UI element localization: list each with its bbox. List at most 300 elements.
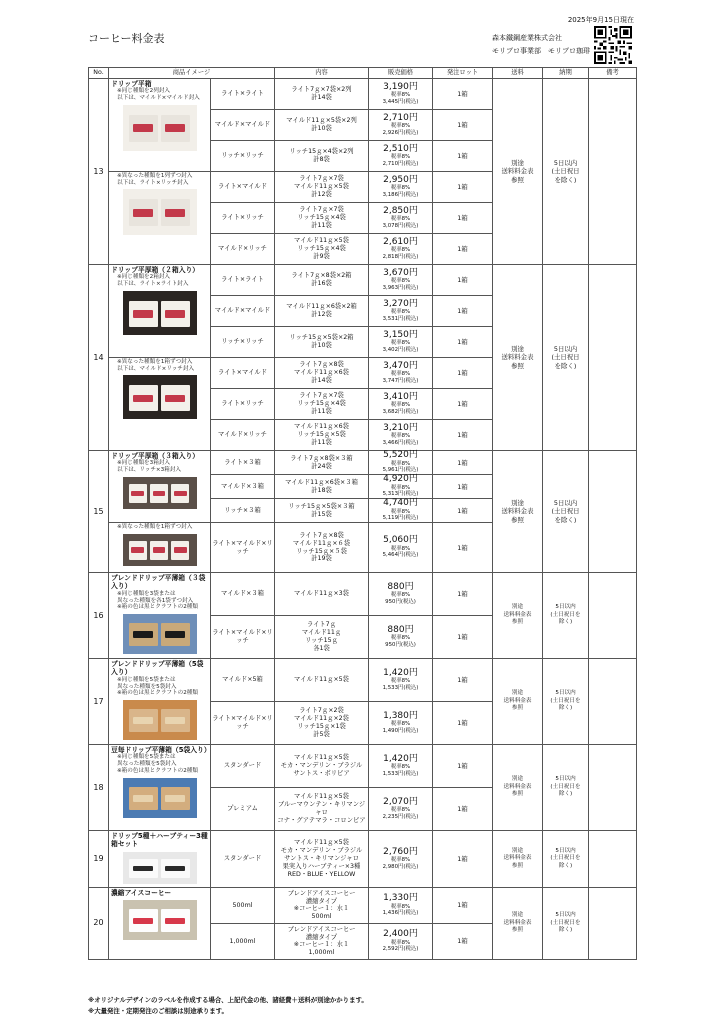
photo-label-shape <box>153 491 166 497</box>
price-value: 3,210円 <box>383 422 418 433</box>
order-lot: 1箱 <box>433 420 493 451</box>
order-lot: 1箱 <box>433 265 493 296</box>
shipping-text: 別途 <box>511 498 524 507</box>
delivery-text: を除く) <box>554 515 577 524</box>
content-cell <box>275 887 369 923</box>
delivery-cell <box>543 451 589 573</box>
product-photo <box>123 105 197 151</box>
variant-label: リッチ×リッチ <box>211 327 275 358</box>
order-lot: 1箱 <box>433 573 493 616</box>
product-note: ※箱の色は黒とクラフトの2種類 <box>117 604 198 611</box>
variant-label: プレミアム <box>211 788 275 831</box>
tax-label: 税率8% <box>390 433 411 440</box>
price-cell <box>369 887 433 923</box>
variant-label: ライト×３箱 <box>211 451 275 475</box>
tax-label: 税率8% <box>390 340 411 347</box>
product-image-cell <box>109 79 211 172</box>
photo-box-shape <box>129 623 158 646</box>
content-line: ブルーマウンテン・キリマンジャロ <box>277 801 366 816</box>
row-number: 17 <box>89 659 109 745</box>
product-note: 以下は、マイルド×マイルド封入 <box>117 95 200 102</box>
content-line: 各1袋 <box>313 644 330 652</box>
shipping-cell <box>493 265 543 451</box>
remarks-cell <box>589 451 637 573</box>
price-tax-included: 1,533円(税込) <box>382 684 419 691</box>
content-line: リッチ15ｇ <box>305 637 338 644</box>
variant-label: 1,000ml <box>211 923 275 959</box>
content-line: 計14袋 <box>311 376 332 384</box>
tax-label: 税率8% <box>390 484 411 491</box>
delivery-cell <box>543 745 589 831</box>
photo-box-shape <box>150 484 168 503</box>
tax-label: 税率8% <box>390 247 411 254</box>
price-cell <box>369 831 433 888</box>
order-lot: 1箱 <box>433 234 493 265</box>
content-line: ライト7ｇ×7袋 <box>299 206 344 214</box>
tax-label: 税率8% <box>390 903 411 910</box>
product-title: ブレンドドリップ平薄箱（5袋入り） <box>111 660 204 677</box>
variant-label: マイルド×マイルド <box>211 110 275 141</box>
qr-code-icon[interactable] <box>594 26 632 64</box>
photo-label-shape <box>174 547 187 553</box>
product-photo <box>123 852 197 884</box>
order-lot: 1箱 <box>433 523 493 573</box>
order-lot: 1箱 <box>433 702 493 745</box>
photo-box-shape <box>129 859 158 878</box>
delivery-text: 5日以内 <box>555 912 576 919</box>
product-image-cell <box>109 659 211 745</box>
col-no: No. <box>89 68 109 79</box>
price-tax-included: 5,119円(税込) <box>382 515 419 522</box>
shipping-text: 別途 <box>511 847 524 854</box>
col-content: 内容 <box>275 68 369 79</box>
tax-label: 税率8% <box>390 185 411 192</box>
price-tax-included: 2,818円(税込) <box>382 253 419 260</box>
product-note: ※異なった種類を1箱ずつ封入 <box>117 524 193 530</box>
company-info <box>492 32 590 58</box>
price-cell <box>369 296 433 327</box>
photo-label-shape <box>133 795 153 802</box>
product-title: ドリップ平厚箱（２箱入り） <box>111 266 200 274</box>
content-line: 1,000ml <box>308 949 335 957</box>
shipping-text: 参照 <box>511 705 524 712</box>
price-cell <box>369 475 433 499</box>
table-row <box>89 887 637 923</box>
remarks-cell <box>589 745 637 831</box>
order-lot: 1箱 <box>433 745 493 788</box>
delivery-text: (土日祝日を <box>550 783 581 790</box>
table-row <box>89 79 637 110</box>
content-line: ライト7ｇ×8袋×３箱 <box>290 454 353 462</box>
shipping-cell <box>493 573 543 659</box>
delivery-cell <box>543 831 589 888</box>
delivery-text: (土日祝日を <box>550 697 581 704</box>
tax-label: 税率8% <box>390 402 411 409</box>
content-line: ライト7ｇ×7袋 <box>299 392 344 400</box>
price-cell <box>369 745 433 788</box>
order-lot: 1箱 <box>433 141 493 172</box>
photo-box-shape <box>129 199 158 226</box>
content-cell <box>275 475 369 499</box>
photo-label-shape <box>133 209 153 217</box>
content-line: 濃縮タイプ <box>305 933 338 941</box>
tax-label: 税率8% <box>390 592 411 599</box>
product-image-cell <box>109 172 211 265</box>
product-title: ドリップ平箱 <box>111 80 152 88</box>
content-cell <box>275 659 369 702</box>
content-line: リッチ15ｇ×4袋 <box>297 245 346 253</box>
product-image-cell <box>109 745 211 831</box>
delivery-cell <box>543 887 589 959</box>
content-line: 計14袋 <box>311 94 332 101</box>
variant-label: ライト×リッチ <box>211 389 275 420</box>
price-cell <box>369 573 433 616</box>
shipping-cell <box>493 831 543 888</box>
order-lot: 1箱 <box>433 172 493 203</box>
page-title: コーヒー料金表 <box>88 32 165 45</box>
company-name: 森本鐵鋼産業株式会社 <box>492 34 562 42</box>
tax-label: 税率8% <box>390 216 411 223</box>
content-line: ※コーヒー１：水１ <box>293 941 350 949</box>
content-line: ライト7ｇ <box>306 621 336 629</box>
price-tax-included: 3,445円(税込) <box>382 98 419 105</box>
tax-label: 税率8% <box>390 508 411 515</box>
shipping-cell <box>493 745 543 831</box>
content-line: モカ・マンデリン・ブラジル <box>280 847 363 855</box>
remarks-cell <box>589 79 637 265</box>
photo-box-shape <box>129 301 158 327</box>
price-value: 2,710円 <box>383 112 418 123</box>
photo-box-shape <box>161 115 190 142</box>
content-line: 計5袋 <box>313 730 330 738</box>
tax-label: 税率8% <box>390 635 411 642</box>
product-photo <box>123 477 197 509</box>
content-line: マイルド11ｇ×6袋 <box>294 369 349 377</box>
tax-label: 税率8% <box>390 309 411 316</box>
content-line: マイルド11ｇ×5袋 <box>294 183 349 191</box>
remarks-cell <box>589 573 637 659</box>
order-lot: 1箱 <box>433 389 493 420</box>
delivery-text: 5日以内 <box>553 498 578 507</box>
photo-label-shape <box>165 717 185 724</box>
price-cell <box>369 523 433 573</box>
product-title: 濃縮アイスコーヒー <box>111 888 172 897</box>
price-table <box>88 67 637 960</box>
product-photo <box>123 291 197 335</box>
photo-box-shape <box>129 709 158 732</box>
content-line: マイルド11ｇ×6袋 <box>294 423 349 431</box>
photo-box-shape <box>161 385 190 411</box>
price-tax-included: 3,466円(税込) <box>382 439 419 446</box>
price-cell <box>369 499 433 523</box>
photo-box-shape <box>161 623 190 646</box>
content-cell <box>275 141 369 172</box>
tax-label: 税率8% <box>390 857 411 864</box>
shipping-text: 参照 <box>511 361 524 370</box>
photo-label-shape <box>174 491 187 497</box>
content-line: マイルド11ｇ×2袋 <box>294 715 349 723</box>
tax-label: 税率8% <box>390 278 411 285</box>
row-number: 16 <box>89 573 109 659</box>
price-cell <box>369 451 433 475</box>
tax-label: 税率8% <box>390 545 411 552</box>
tax-label: 税率8% <box>390 460 411 467</box>
variant-label: ライト×ライト <box>211 79 275 110</box>
product-note: 異なった種類を各1袋ずつ封入 <box>117 597 194 604</box>
col-shipping: 送料 <box>493 68 543 79</box>
delivery-text: 除く) <box>558 862 573 869</box>
price-value: 880円 <box>387 624 414 635</box>
photo-box-shape <box>150 541 168 560</box>
delivery-text: 5日以内 <box>555 690 576 697</box>
content-line: マイルド11ｇ×5袋 <box>294 237 349 245</box>
price-value: 1,420円 <box>383 667 418 678</box>
col-delivery: 納期 <box>543 68 589 79</box>
price-tax-included: 3,078円(税込) <box>382 222 419 229</box>
variant-label: ライト×マイルド×リッチ <box>211 616 275 659</box>
variant-label: ライト×マイルド×リッチ <box>211 702 275 745</box>
photo-label-shape <box>165 310 185 318</box>
table-row <box>89 265 637 296</box>
content-cell <box>275 110 369 141</box>
content-line: 計10袋 <box>311 125 332 132</box>
product-photo <box>123 900 197 940</box>
shipping-text: 参照 <box>511 515 524 524</box>
photo-label-shape <box>133 866 153 872</box>
price-tax-included: 2,592円(税込) <box>382 946 419 953</box>
shipping-text: 参照 <box>511 619 524 626</box>
content-line: マイルド11ｇ <box>301 629 342 637</box>
order-lot: 1箱 <box>433 110 493 141</box>
remarks-cell <box>589 831 637 888</box>
content-line: 計24袋 <box>311 462 332 470</box>
variant-label: リッチ×リッチ <box>211 141 275 172</box>
photo-box-shape <box>161 909 190 932</box>
price-value: 1,330円 <box>383 893 418 904</box>
price-value: 3,410円 <box>383 391 418 402</box>
order-lot: 1箱 <box>433 659 493 702</box>
photo-label-shape <box>165 395 185 403</box>
content-line: リッチ15ｇ×4袋×2列 <box>289 148 354 156</box>
price-cell <box>369 327 433 358</box>
content-line: 計11袋 <box>311 407 332 415</box>
content-cell <box>275 389 369 420</box>
order-lot: 1箱 <box>433 887 493 923</box>
delivery-cell <box>543 265 589 451</box>
content-cell <box>275 358 369 389</box>
product-photo <box>123 375 197 419</box>
price-tax-included: 2,235円(税込) <box>382 813 419 820</box>
order-lot: 1箱 <box>433 451 493 475</box>
content-line: ライト7ｇ×7袋×2列 <box>291 86 352 94</box>
price-value: 3,270円 <box>383 298 418 309</box>
row-number: 13 <box>89 79 109 265</box>
photo-box-shape <box>161 199 190 226</box>
price-value: 3,670円 <box>383 267 418 278</box>
date-stamp: 2025年9月15日現在 <box>567 16 634 24</box>
price-cell <box>369 141 433 172</box>
content-line: RED・BLUE・YELLOW <box>287 870 356 878</box>
col-image: 商品イメージ <box>109 68 275 79</box>
price-cell <box>369 702 433 745</box>
variant-label: スタンダード <box>211 831 275 888</box>
shipping-cell <box>493 887 543 959</box>
price-value: 3,190円 <box>383 81 418 92</box>
product-image-cell <box>109 887 211 959</box>
content-cell <box>275 523 369 573</box>
photo-box-shape <box>161 787 190 810</box>
tax-label: 税率8% <box>390 939 411 946</box>
price-cell <box>369 110 433 141</box>
delivery-text: を除く) <box>554 175 577 184</box>
price-value: 2,070円 <box>383 796 418 807</box>
content-line: サントス・ボリビア <box>293 769 350 777</box>
shipping-cell <box>493 79 543 265</box>
order-lot: 1箱 <box>433 475 493 499</box>
price-tax-included: 5,313円(税込) <box>382 491 419 498</box>
content-line: リッチ15ｇ×4袋 <box>297 400 346 408</box>
shipping-text: 送料料金表 <box>501 507 534 516</box>
shipping-text: 参照 <box>511 175 524 184</box>
price-cell <box>369 788 433 831</box>
content-line: マイルド11ｇ×5袋 <box>294 754 349 762</box>
shipping-text: 参照 <box>511 862 524 869</box>
price-cell <box>369 358 433 389</box>
product-note: ※同じ種類を2箱封入 <box>117 274 170 281</box>
product-photo <box>123 778 197 818</box>
delivery-text: 除く) <box>558 927 573 934</box>
shipping-text: 送料料金表 <box>503 783 532 790</box>
product-note: ※同じ種類を5袋または <box>117 754 176 761</box>
product-note: 異なった種類を5袋封入 <box>117 761 177 768</box>
content-line: 計15袋 <box>311 510 332 518</box>
content-cell <box>275 788 369 831</box>
photo-label-shape <box>133 310 153 318</box>
order-lot: 1箱 <box>433 203 493 234</box>
price-value: 880円 <box>387 581 414 592</box>
variant-label: リッチ×３箱 <box>211 499 275 523</box>
content-line: マイルド11ｇ×6袋×３箱 <box>285 478 358 486</box>
col-lot: 発注ロット <box>433 68 493 79</box>
shipping-cell <box>493 659 543 745</box>
delivery-text: 除く) <box>558 705 573 712</box>
photo-box-shape <box>161 709 190 732</box>
delivery-text: 5日以内 <box>555 776 576 783</box>
photo-box-shape <box>129 385 158 411</box>
product-note: ※同じ種類を3箱封入 <box>117 460 170 467</box>
shipping-text: 別途 <box>511 690 524 697</box>
row-number: 20 <box>89 887 109 959</box>
photo-label-shape <box>133 918 153 925</box>
content-line: マイルド11ｇ×６袋 <box>292 539 351 547</box>
shipping-text: 送料料金表 <box>501 167 534 176</box>
price-tax-included: 1,533円(税込) <box>382 770 419 777</box>
content-line: リッチ15ｇ×1袋 <box>297 723 346 730</box>
delivery-text: 5日以内 <box>553 158 578 167</box>
delivery-text: 除く) <box>558 619 573 626</box>
content-line: モカ・マンデリン・ブラジル <box>280 762 363 770</box>
price-value: 3,150円 <box>383 329 418 340</box>
product-image-cell <box>109 358 211 451</box>
price-value: 4,920円 <box>383 474 418 485</box>
photo-label-shape <box>165 918 185 925</box>
product-title: 豆毎ドリップ平薄箱（5袋入り） <box>111 746 211 754</box>
footer-note-2: ※大量発注・定期発注のご相談は別途承ります。 <box>88 1007 228 1015</box>
tax-label: 税率8% <box>390 154 411 161</box>
content-line: 計11袋 <box>311 221 332 229</box>
content-line: マイルド11ｇ×5袋 <box>294 839 349 847</box>
price-tax-included: 1,436円(税込) <box>382 910 419 917</box>
price-value: 2,760円 <box>383 846 418 857</box>
photo-label-shape <box>131 491 144 497</box>
price-value: 2,510円 <box>383 143 418 154</box>
photo-box-shape <box>161 859 190 878</box>
product-image-cell <box>109 573 211 659</box>
content-line: 計12袋 <box>311 190 332 198</box>
variant-label: ライト×マイルド <box>211 172 275 203</box>
product-image-cell <box>109 831 215 888</box>
order-lot: 1箱 <box>433 788 493 831</box>
product-image-cell <box>109 265 211 358</box>
price-tax-included: 950円(税込) <box>385 641 416 648</box>
product-note: ※異なった種類を1列ずつ封入 <box>117 173 193 179</box>
shipping-text: 別途 <box>511 604 524 611</box>
photo-box-shape <box>171 484 189 503</box>
order-lot: 1箱 <box>433 923 493 959</box>
col-price: 販売価格 <box>369 68 433 79</box>
product-note: 異なった種類を5袋封入 <box>117 683 177 690</box>
content-cell <box>275 203 369 234</box>
variant-label: ライト×マイルド×リッチ <box>211 523 275 573</box>
product-note: ※同じ種類を2列封入 <box>117 88 170 95</box>
delivery-text: (土日祝日 <box>551 507 580 516</box>
table-row <box>89 659 637 702</box>
delivery-cell <box>543 573 589 659</box>
content-line: 500ml <box>311 913 332 921</box>
price-cell <box>369 172 433 203</box>
product-title: ブレンドドリップ平薄箱（３袋入り） <box>111 574 206 591</box>
price-cell <box>369 389 433 420</box>
price-cell <box>369 616 433 659</box>
price-cell <box>369 923 433 959</box>
company-dept: モリブロ事業部 モリブロ珈琲 <box>492 47 590 55</box>
product-title: ドリップ平厚箱（３箱入り） <box>111 452 200 460</box>
photo-label-shape <box>165 866 185 872</box>
content-line: ライト7ｇ×8袋×2箱 <box>291 272 352 280</box>
content-line: ライト7ｇ×8袋 <box>299 361 344 369</box>
content-line: マイルド11ｇ×6袋×2箱 <box>286 303 357 311</box>
photo-box-shape <box>171 541 189 560</box>
price-value: 2,610円 <box>383 236 418 247</box>
content-cell <box>275 702 369 745</box>
variant-label: マイルド×5箱 <box>211 659 275 702</box>
row-number: 15 <box>89 451 109 573</box>
price-tax-included: 3,402円(税込) <box>382 346 419 353</box>
tax-label: 税率8% <box>390 92 411 99</box>
photo-label-shape <box>153 547 166 553</box>
product-note: ※同じ種類を3袋または <box>117 590 176 597</box>
delivery-text: 5日以内 <box>555 847 576 854</box>
photo-box-shape <box>129 541 147 560</box>
content-line: 計11袋 <box>311 438 332 446</box>
photo-box-shape <box>129 787 158 810</box>
price-tax-included: 2,710円(税込) <box>382 160 419 167</box>
photo-label-shape <box>133 395 153 403</box>
content-cell <box>275 79 369 110</box>
tax-label: 税率8% <box>390 678 411 685</box>
shipping-text: 送料料金表 <box>503 611 532 618</box>
product-photo <box>123 614 197 654</box>
